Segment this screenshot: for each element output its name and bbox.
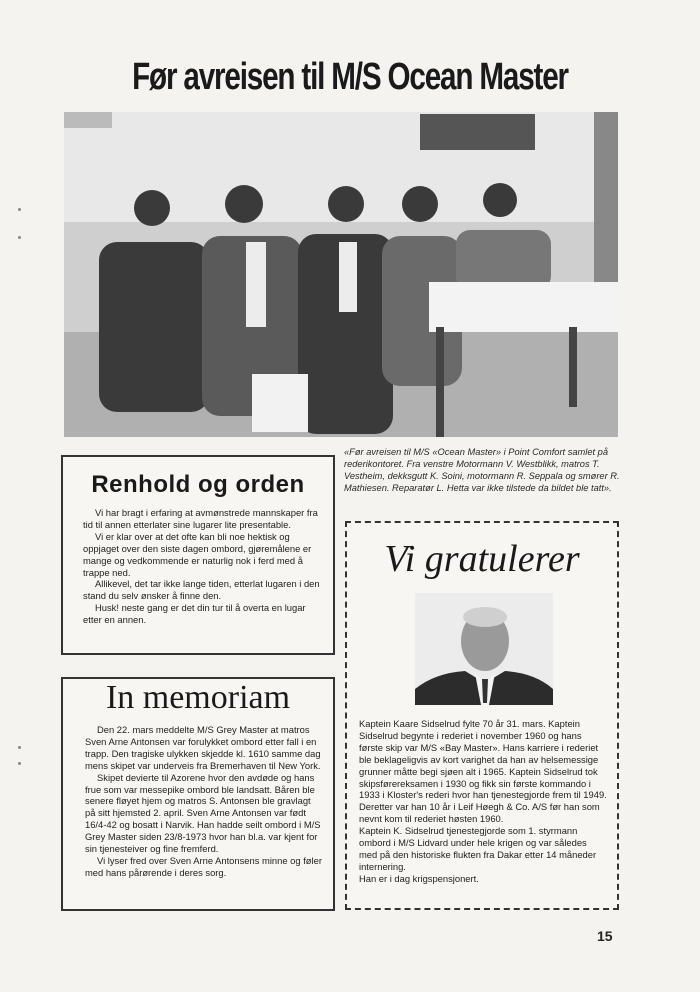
paragraph: Han er i dag krigspensjonert.: [359, 872, 479, 884]
gratulerer-title: Vi gratulerer: [384, 538, 580, 580]
memoriam-title: In memoriam: [105, 679, 291, 716]
renhold-body: [83, 507, 323, 626]
crew-group-photo: [64, 112, 618, 437]
paragraph: Deretter var han 10 år i Leif Høegh & Co. A/S før han som nevnt kom til rederiet høsten 1960.: [359, 801, 600, 825]
page-number: 15: [597, 928, 613, 944]
margin-mark: [18, 208, 21, 211]
paragraph: Kaptein K. Sidselrud tjenestegjorde som 1. styrmann ombord i M/S Lidvard under hele krigen og var således med på den historiske flukten fra Dakar etter 14 måneder internering.: [359, 825, 597, 872]
renhold-title: Renhold og orden: [91, 471, 305, 498]
gratulerer-body: [359, 718, 607, 885]
captain-portrait: [415, 593, 553, 705]
margin-mark: [18, 762, 21, 765]
paragraph: Den 22. mars meddelte M/S Grey Master at matros Sven Arne Antonsen var forulykket ombord etter fall i en trapp. Den tragiske ulykken skjedde kl. 1610 samme dag mens skipet var underveis fra Bremerhaven til New York.: [85, 724, 321, 771]
memoriam-box: [61, 677, 335, 911]
gratulerer-box: [345, 521, 619, 910]
paragraph: Husk! neste gang er det din tur til å overta en lugar etter en annen.: [83, 602, 306, 626]
paragraph: Vi er klar over at det ofte kan bli noe hektisk og oppjaget over den siste dagen ombord, gjøremålene er mange og vedkommende er naturlig nok i ferd med å trappe ned.: [83, 530, 312, 578]
paragraph: Skipet devierte til Azorene hvor den avdøde og hans frue som var messepike ombord ble landsatt. Båren ble senere fløyet hjem og matros S. Antonsen ble gravlagt på sitt hjemsted 2. april. Sven Arne Antonsen var født 16/4-42 og bosatt i Narvik. Han hadde seilt ombord i M/S Grey Master siden 23/8-1973 hvor han bl.a. var kjent for sin tjenesteiver og fine fremferd.: [85, 771, 321, 855]
paragraph: Allikevel, det tar ikke lange tiden, etterlat lugaren i den stand du selv ønsker å finne den.: [83, 578, 320, 602]
paragraph: Vi lyser fred over Sven Arne Antonsens minne og føler med hans pårørende i deres sorg.: [85, 854, 322, 878]
paragraph: Kaptein Kaare Sidselrud fylte 70 år 31. mars. Kaptein Sidselrud begynte i rederiet i november 1960 og hans første skip var M/S «Bay Master». Hans karriere i rederiet ble beklageligvis av kort varighet da han av helsemessige grunner måtte begi sjøen alt i 1965. Kaptein Sidselrud tok skipsførereksamen i 1930 og fikk sin første kommando i 1933 i Kloster's rederi hvor han tjenestegjorde frem til 1949.: [359, 718, 607, 801]
memoriam-body: [85, 724, 323, 879]
photo-caption: «Før avreisen til M/S «Ocean Master» i Point Comfort samlet på rederikontoret. Fra venstre Motormann V. Westblikk, matros T. Vestheim, dekksgutt K. Soini, motormann R. Seppala og smører R. Mathiesen. Reparatør L. Hetta var ikke tilstede da bildet ble tatt».: [344, 447, 620, 493]
paragraph: Vi har bragt i erfaring at avmønstrede mannskaper fra tid til annen etterlater sine lugarer lite presentable.: [83, 507, 318, 530]
page-headline: Før avreisen til M/S Ocean Master: [132, 56, 568, 98]
margin-mark: [18, 746, 21, 749]
margin-mark: [18, 236, 21, 239]
renhold-box: [61, 455, 335, 655]
